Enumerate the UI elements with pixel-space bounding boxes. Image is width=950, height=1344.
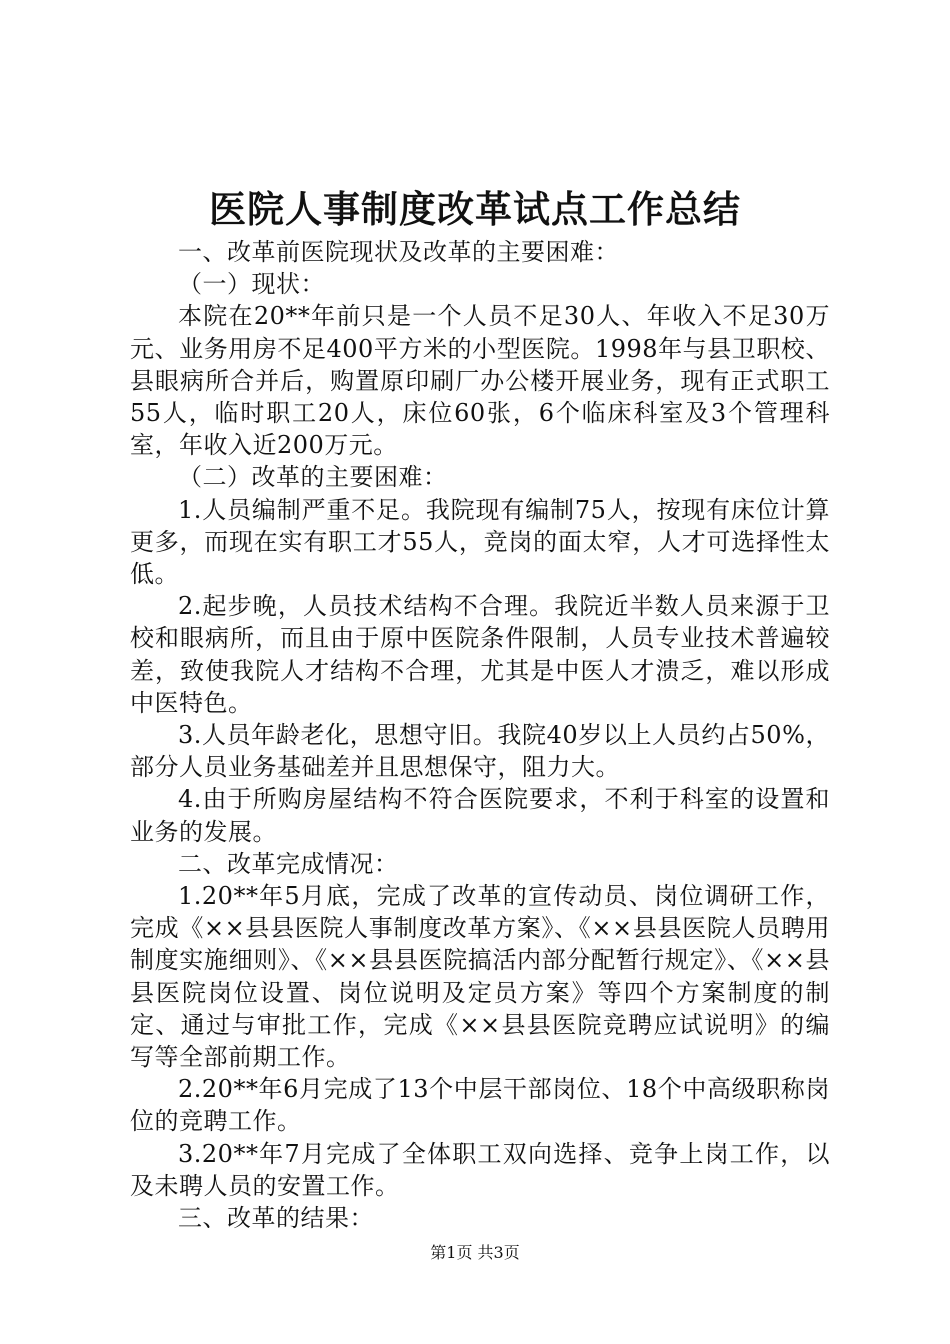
document-title: 医院人事制度改革试点工作总结 xyxy=(209,187,741,231)
paragraph-difficulty-1: 1.人员编制严重不足。我院现有编制75人，按现有床位计算更多，而现在实有职工才55人，竞岗的面太窄，人才可选择性太低。 xyxy=(130,495,830,589)
paragraph-completion-3: 3.20**年7月完成了全体职工双向选择、竞争上岗工作，以及未聘人员的安置工作。 xyxy=(130,1139,830,1200)
section-heading-2: 二、改革完成情况： xyxy=(178,849,399,878)
page-footer: 第1页 共3页 xyxy=(430,1243,520,1262)
subsection-heading-difficulties: （二）改革的主要困难： xyxy=(178,463,448,492)
paragraph-status: 本院在20**年前只是一个人员不足30人、年收入不足30万元、业务用房不足400平方米的小型医院。1998年与县卫职校、县眼病所合并后，购置原印刷厂办公楼开展业务，现有正式职工55人，临时职工20人，床位60张，6个临床科室及3个管理科室，年收入近200万元。 xyxy=(130,302,830,460)
document-body xyxy=(130,236,830,1234)
subsection-heading-status: （一）现状： xyxy=(178,270,325,299)
section-heading-3: 三、改革的结果： xyxy=(178,1204,374,1233)
paragraph-completion-1: 1.20**年5月底，完成了改革的宣传动员、岗位调研工作，完成《××县县医院人事制度改革方案》、《××县县医院人员聘用制度实施细则》、《××县县医院搞活内部分配暂行规定》、《××县县医院岗位设置、岗位说明及定员方案》等四个方案制度的制定、通过与审批工作，完成《××县县医院竞聘应试说明》的编写等全部前期工作。 xyxy=(130,882,830,1072)
paragraph-difficulty-4: 4.由于所购房屋结构不符合医院要求，不利于科室的设置和业务的发展。 xyxy=(130,785,830,846)
section-heading-1: 一、改革前医院现状及改革的主要困难： xyxy=(178,238,619,266)
paragraph-difficulty-2: 2.起步晚，人员技术结构不合理。我院近半数人员来源于卫校和眼病所，而且由于原中医院条件限制，人员专业技术普遍较差，致使我院人才结构不合理，尤其是中医人才溃乏，难以形成中医特色。 xyxy=(130,592,830,717)
paragraph-difficulty-3: 3.人员年龄老化，思想守旧。我院40岁以上人员约占50%，部分人员业务基础差并且思想保守，阻力大。 xyxy=(130,721,830,782)
paragraph-completion-2: 2.20**年6月完成了13个中层干部岗位、18个中高级职称岗位的竞聘工作。 xyxy=(130,1075,830,1136)
